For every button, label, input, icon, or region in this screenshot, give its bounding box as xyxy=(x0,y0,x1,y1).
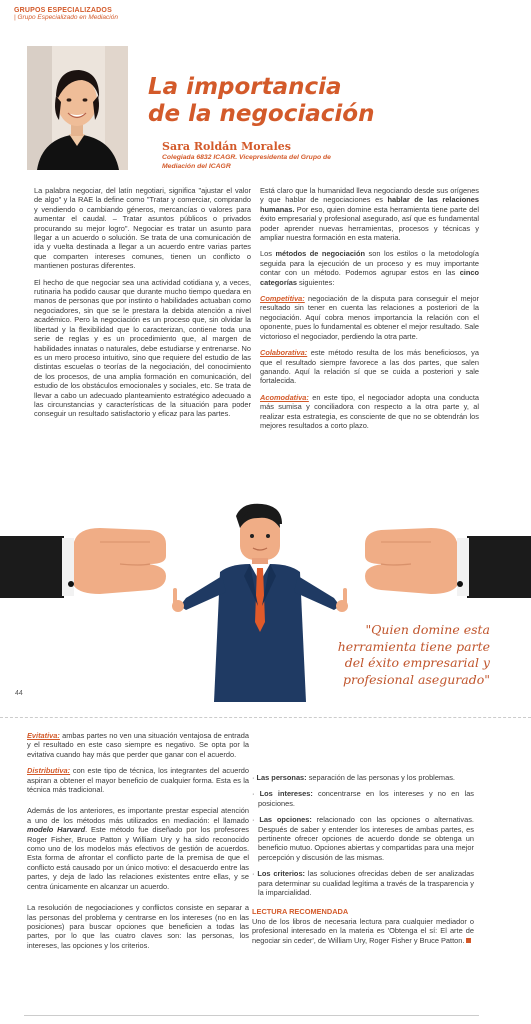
quote-line-3: del éxito empresarial y xyxy=(344,655,490,670)
paragraph: La palabra negociar, del latín negotiari, significa "ajustar el valor de algo" y la RAE la define como "Tratar y comerciar, comprando y vendiendo o cambiando géneros, mercancías o valores para aumentar el caudal. – Tratar asuntos públicos o privados procurando su mejor logro". Negociar es tratar un asunto para llegar a un acuerdo o solución. Se trata de una comunicación de ida y vuelta destinada a llegar a un acuerdo entre varias partes que comparten intereses comunes, tienen un conflicto o mantienen posturas diferentes. xyxy=(34,186,251,271)
method-competitiva: Competitiva: negociación de la disputa para conseguir el mejor resultado sin tener en cuenta las relaciones a posteriori de la negociación. Aquí cobra menos importancia la relación con el oponente, pues lo fundamental es obtener el mejor resultado. Sale victorioso el negociador, perdiendo la otra parte. xyxy=(260,294,479,341)
title-line-1: La importancia xyxy=(148,74,342,100)
key-criterios: · Los criterios: las soluciones ofrecidas deben de ser analizadas para determinar su cualidad legítima a través de la trasparencia y la imparcialidad. xyxy=(252,869,475,898)
author-role-1: Colegiada 6832 ICAGR. Vicepresidenta del Grupo de xyxy=(162,154,331,161)
section-header xyxy=(14,7,118,21)
paragraph: Además de los anteriores, es importante prestar especial atención a uno de los métodos más utilizados en mediación: el llamado modelo Harvard. Este método fue diseñado por los profesores Roger Fisher, Bruce Patton y William Ury y ha sido reconocido como uno de los modelos más efectivos de gestión de acuerdos. Esta forma de afrontar el conflicto parte de la premisa de que el conflicto está causado por un único motivo: el desacuerdo entre las partes, y deja de lado las relaciones existentes entre ellas, y se centra únicamente en alcanzar un acuerdo. xyxy=(27,806,249,891)
key-intereses: · Los intereses: concentrarse en los intereses y no en las posiciones. xyxy=(252,789,474,808)
quote-line-2: herramienta tiene parte xyxy=(337,638,490,654)
body-column-left xyxy=(34,186,251,426)
quote-line-4: profesional asegurado" xyxy=(343,671,490,687)
page-separator xyxy=(0,717,531,718)
section-subtitle: | Grupo Especializado en Mediación xyxy=(14,14,118,21)
bottom-rule xyxy=(24,1015,479,1016)
author-block xyxy=(162,140,331,171)
author-role-2: Mediación del ICAGR xyxy=(162,163,231,170)
key-personas: · Las personas: separación de las personas y los problemas. xyxy=(252,773,455,782)
reading-text: Uno de los libros de necesaria lectura para cualquier mediador o profesional interesado en la materia es 'Obtenga el sí: El arte de negociar sin ceder', de William Ury, Roger Fisher y Bruce Patton. xyxy=(252,916,474,945)
paragraph: El hecho de que negociar sea una actividad cotidiana y, a veces, rutinaria ha podido causar que durante mucho tiempo quedara en manos de personas que por instinto o habilidades actuaban como negociadores, sin que se le prestara la debida atención a nivel académico. Pero la negociación es un proceso que, sin olvidar la libertad y la flexibilidad que lo caracterizan, contiene toda una serie de reglas y es un procedimiento que, al margen de habilidades innatas o naturales, debe estudiarse y entrenarse. No es un mero proceso intuitivo, sino que requiere del estudio de las distintas escuelas o teorías de la negociación, del conocimiento de los procesos, de una amplia formación en comunicación, del estudio de los obstáculos emocionales y sociales, etc. Se trata de llevar a cabo un adecuado planteamiento estratégico adecuado a las circunstancias y características de la situación para poder conseguir un resultado satisfactorio y eficaz para las partes. xyxy=(34,277,251,419)
paragraph: Los métodos de negociación son los estilos o la metodología seguida para la ejecución de un proceso y es muy importante contar con un método. Podemos agrupar estos en las cinco categorías siguientes: xyxy=(260,249,479,287)
body-column-right xyxy=(260,186,479,437)
article-title xyxy=(148,74,374,128)
paragraph: La resolución de negociaciones y conflictos consiste en separar a las personas del problema y centrarse en los intereses (no en las posiciones) para buscar opciones que beneficien a todas las partes, por lo que las cuatro claves son: las personas, los intereses, las opciones y los criterios. xyxy=(27,903,249,950)
paragraph: Está claro que la humanidad lleva negociando desde sus orígenes y que hablar de negociaciones es hablar de las relaciones humanas. Por eso, quien domine esta herramienta tiene parte del éxito empresarial y profesional asegurado, así que es fundamental poder aprender nuevas herramientas, procesos y técnicas y ampliar nuestra formación en esta materia. xyxy=(260,186,479,243)
lower-column-left xyxy=(27,731,249,957)
title-line-2: de la negociación xyxy=(148,101,375,127)
lower-column-right xyxy=(252,773,474,952)
method-colaborativa: Colaborativa: este método resulta de los más beneficiosos, ya que el resultado siempre favorece a las dos partes, que salen ganando. Aquí la relación sí que se cuida a posteriori y sale fortalecida. xyxy=(260,348,479,386)
method-distributiva: Distributiva: con este tipo de técnica, los integrantes del acuerdo aspiran a obtener el mayor beneficio de cualquier forma. Esta es la técnica más tradicional. xyxy=(27,766,249,795)
quote-line-1: "Quien domine esta xyxy=(365,622,490,637)
method-evitativa: Evitativa: ambas partes no ven una situación ventajosa de entrada y el resultado en este caso siempre es negativo. Se opta por la evitativa cuando hay más que perder que ganar con el acuerdo. xyxy=(27,731,249,759)
author-photo xyxy=(27,46,128,170)
method-acomodativa: Acomodativa: en este tipo, el negociador adopta una conducta más sumisa y conciliadora con respecto a la otra parte y, al realizar esta estrategia, es consciente de que no se obtendrán los mejores resultados a corto plazo. xyxy=(260,392,479,430)
key-opciones: · Las opciones: relacionado con las opciones o alternativas. Después de saber y entender los intereses de ambas partes, es pertinente ofrecer opciones de acuerdo donde se obtenga un beneficio mutuo. Opciones abiertas y compartidas para una mejor percepción y discusión de las mismas. xyxy=(252,815,474,862)
author-name: Sara Roldán Morales xyxy=(162,140,291,153)
pull-quote xyxy=(330,622,490,688)
page-number: 44 xyxy=(15,690,23,697)
section-title: GRUPOS ESPECIALIZADOS xyxy=(14,7,112,14)
reading-heading: LECTURA RECOMENDADA xyxy=(252,907,349,917)
